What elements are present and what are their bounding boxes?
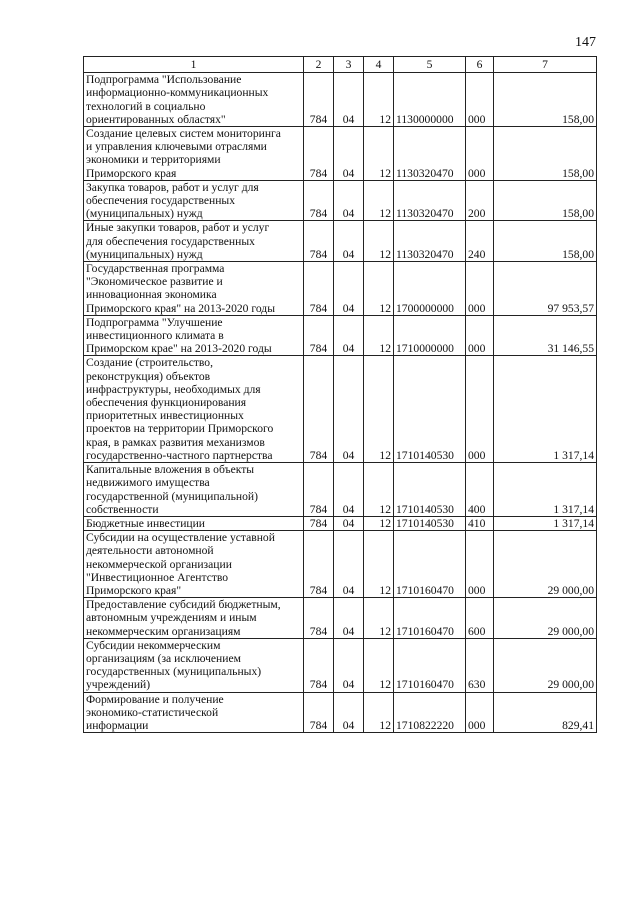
row-expense-type: 000 (466, 356, 494, 463)
row-name: Формирование и получение экономико-статистической информации (86, 692, 224, 732)
row-name-cell (84, 356, 304, 463)
row-program-code: 1710140530 (394, 516, 466, 530)
row-subsection: 12 (364, 463, 394, 517)
row-amount: 31 146,55 (494, 315, 597, 356)
row-program-code: 1710000000 (394, 315, 466, 356)
row-section: 04 (334, 221, 364, 262)
row-dept: 784 (304, 638, 334, 692)
column-header-5: 5 (394, 57, 466, 73)
row-amount: 158,00 (494, 127, 597, 181)
row-name-cell (84, 221, 304, 262)
row-subsection: 12 (364, 356, 394, 463)
row-expense-type: 200 (466, 180, 494, 221)
row-subsection: 12 (364, 692, 394, 733)
row-section: 04 (334, 692, 364, 733)
table-row (84, 315, 597, 356)
row-dept: 784 (304, 221, 334, 262)
row-subsection: 12 (364, 598, 394, 639)
row-amount: 29 000,00 (494, 598, 597, 639)
table-row (84, 638, 597, 692)
table-header (84, 57, 597, 73)
column-header-4: 4 (364, 57, 394, 73)
row-name: Предоставление субсидий бюджетным, автономным учреждениям и иным некоммерческим организациям (86, 598, 281, 638)
row-name: Иные закупки товаров, работ и услуг для обеспечения государственных (муниципальных) нужд (86, 221, 270, 261)
row-dept: 784 (304, 180, 334, 221)
table-row (84, 463, 597, 517)
row-dept: 784 (304, 356, 334, 463)
row-expense-type: 000 (466, 73, 494, 127)
table-row (84, 262, 597, 316)
column-header-1: 1 (84, 57, 304, 73)
column-header-2: 2 (304, 57, 334, 73)
row-program-code: 1710140530 (394, 463, 466, 517)
row-amount: 158,00 (494, 180, 597, 221)
table-row (84, 516, 597, 530)
row-name-cell (84, 315, 304, 356)
row-section: 04 (334, 356, 364, 463)
row-amount: 158,00 (494, 221, 597, 262)
row-expense-type: 000 (466, 531, 494, 598)
row-section: 04 (334, 598, 364, 639)
row-subsection: 12 (364, 315, 394, 356)
row-program-code: 1710160470 (394, 598, 466, 639)
row-section: 04 (334, 73, 364, 127)
row-amount: 158,00 (494, 73, 597, 127)
row-section: 04 (334, 463, 364, 517)
row-program-code: 1710160470 (394, 531, 466, 598)
table-body (84, 73, 597, 733)
page-number: 147 (575, 35, 596, 50)
row-name-cell (84, 638, 304, 692)
row-dept: 784 (304, 127, 334, 181)
row-name: Подпрограмма "Улучшение инвестиционного климата в Приморском крае" на 2013-2020 годы (86, 315, 272, 356)
table-row (84, 127, 597, 181)
row-expense-type: 000 (466, 315, 494, 356)
row-section: 04 (334, 531, 364, 598)
table-row (84, 692, 597, 733)
row-subsection: 12 (364, 262, 394, 316)
row-name: Капитальные вложения в объекты недвижимого имущества государственной (муниципальной) собственности (86, 463, 258, 516)
table-row (84, 180, 597, 221)
row-subsection: 12 (364, 638, 394, 692)
header-row (84, 57, 597, 73)
budget-table (83, 56, 597, 733)
row-dept: 784 (304, 692, 334, 733)
row-program-code: 1710140530 (394, 356, 466, 463)
row-dept: 784 (304, 315, 334, 356)
row-program-code: 1700000000 (394, 262, 466, 316)
row-section: 04 (334, 638, 364, 692)
row-name-cell (84, 463, 304, 517)
row-section: 04 (334, 262, 364, 316)
row-name: Создание (строительство, реконструкция) объектов инфраструктуры, необходимых для обеспечения функционирования приоритетных инвестиционных проектов на территории Приморского края, в рамках развития механизмов государственно-частного партнерства (86, 356, 274, 462)
row-name-cell (84, 692, 304, 733)
row-name: Субсидии на осуществление уставной деятельности автономной некоммерческой организации "Инвестиционное Агентство Приморского края" (86, 531, 275, 597)
row-dept: 784 (304, 73, 334, 127)
row-section: 04 (334, 315, 364, 356)
row-subsection: 12 (364, 180, 394, 221)
row-program-code: 1130320470 (394, 127, 466, 181)
row-program-code: 1130320470 (394, 221, 466, 262)
row-expense-type: 630 (466, 638, 494, 692)
column-header-7: 7 (494, 57, 597, 73)
row-program-code: 1130320470 (394, 180, 466, 221)
row-name: Закупка товаров, работ и услуг для обеспечения государственных (муниципальных) нужд (86, 180, 259, 221)
row-name-cell (84, 531, 304, 598)
row-subsection: 12 (364, 516, 394, 530)
row-name: Государственная программа "Экономическое развитие и инновационная экономика Приморского края" на 2013-2020 годы (86, 262, 275, 315)
row-program-code: 1130000000 (394, 73, 466, 127)
row-program-code: 1710822220 (394, 692, 466, 733)
row-expense-type: 600 (466, 598, 494, 639)
row-name: Субсидии некоммерческим организациям (за исключением государственных (муниципальных) учреждений) (86, 638, 262, 692)
table-row (84, 356, 597, 463)
row-dept: 784 (304, 598, 334, 639)
row-name-cell (84, 598, 304, 639)
row-section: 04 (334, 127, 364, 181)
row-expense-type: 240 (466, 221, 494, 262)
row-name: Создание целевых систем мониторинга и управления ключевыми отраслями экономики и территориями Приморского края (86, 127, 281, 180)
row-amount: 29 000,00 (494, 638, 597, 692)
row-expense-type: 000 (466, 127, 494, 181)
row-amount: 829,41 (494, 692, 597, 733)
row-amount: 29 000,00 (494, 531, 597, 598)
row-amount: 1 317,14 (494, 356, 597, 463)
row-amount: 1 317,14 (494, 516, 597, 530)
table-row (84, 221, 597, 262)
row-expense-type: 400 (466, 463, 494, 517)
row-name: Бюджетные инвестиции (86, 516, 206, 530)
column-header-6: 6 (466, 57, 494, 73)
row-section: 04 (334, 180, 364, 221)
row-name-cell (84, 262, 304, 316)
row-subsection: 12 (364, 531, 394, 598)
column-header-3: 3 (334, 57, 364, 73)
table-row (84, 598, 597, 639)
row-amount: 97 953,57 (494, 262, 597, 316)
table-row (84, 531, 597, 598)
row-name: Подпрограмма "Использование информационно-коммуникационных технологий в социально ориентированных областях" (86, 73, 269, 126)
row-name-cell (84, 180, 304, 221)
row-name-cell (84, 73, 304, 127)
row-dept: 784 (304, 531, 334, 598)
row-subsection: 12 (364, 127, 394, 181)
row-section: 04 (334, 516, 364, 530)
row-name-cell (84, 127, 304, 181)
table-row (84, 73, 597, 127)
row-name-cell (84, 516, 304, 530)
row-subsection: 12 (364, 221, 394, 262)
row-expense-type: 410 (466, 516, 494, 530)
row-dept: 784 (304, 262, 334, 316)
row-expense-type: 000 (466, 692, 494, 733)
row-program-code: 1710160470 (394, 638, 466, 692)
row-dept: 784 (304, 463, 334, 517)
row-subsection: 12 (364, 73, 394, 127)
row-expense-type: 000 (466, 262, 494, 316)
row-amount: 1 317,14 (494, 463, 597, 517)
row-dept: 784 (304, 516, 334, 530)
